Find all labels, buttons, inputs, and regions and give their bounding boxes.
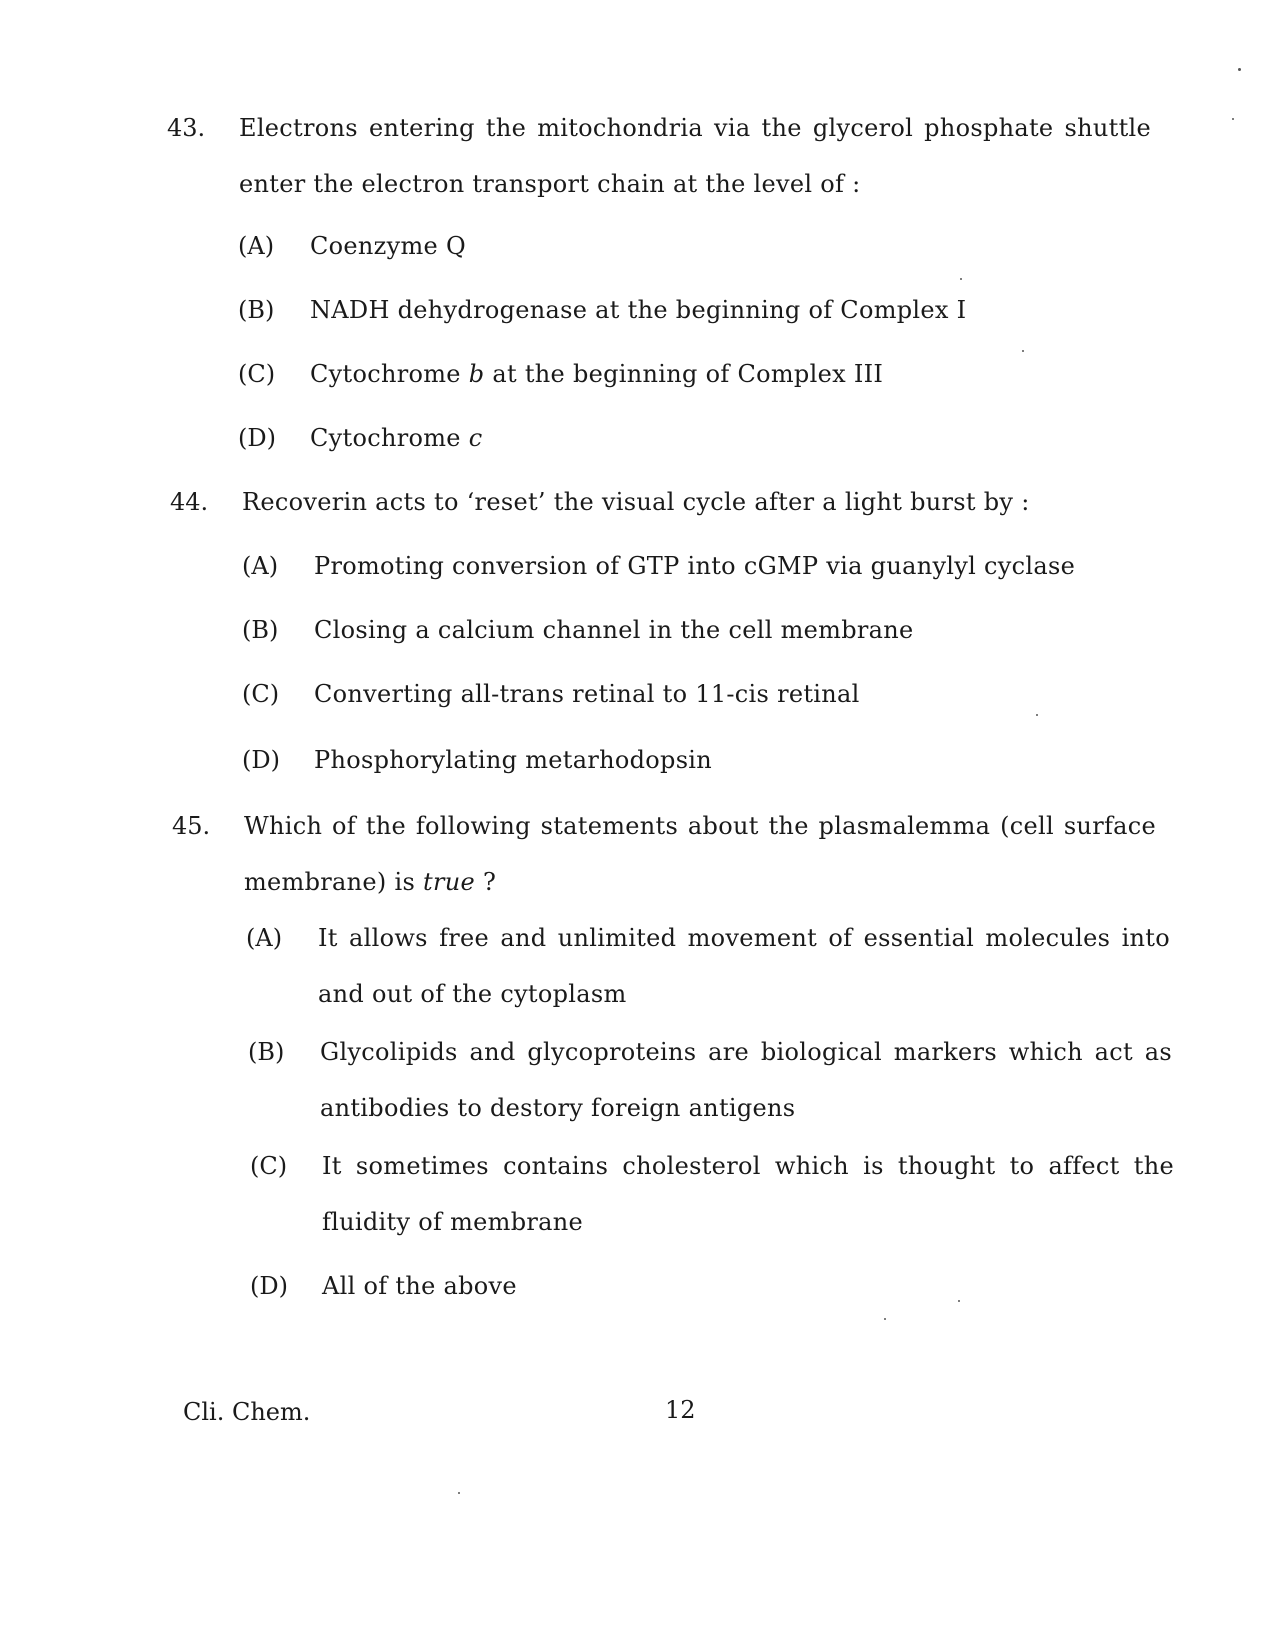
question-text: Electrons entering the mitochondria via the glycerol phosphate shuttle enter the electron transport chain at the level of :: [239, 114, 1151, 198]
scan-speck: [960, 278, 962, 280]
scan-speck: [458, 1492, 460, 1494]
option-text: Converting all-trans retinal to 11-cis retinal: [314, 680, 860, 708]
scan-speck: [1022, 350, 1024, 352]
option-text: Glycolipids and glycoproteins are biological markers which act as antibodies to destory foreign antigens: [320, 1038, 1172, 1122]
option-text: It allows free and unlimited movement of essential molecules into and out of the cytoplasm: [318, 924, 1170, 1008]
option-label: (C): [242, 680, 280, 708]
option-label: (B): [242, 616, 279, 644]
option-label: (B): [238, 296, 275, 324]
option-label: (D): [238, 424, 276, 452]
option-label: (C): [238, 360, 276, 388]
option-label: (A): [238, 232, 275, 260]
option-text: Closing a calcium channel in the cell membrane: [314, 616, 914, 644]
scan-speck: [884, 1318, 886, 1320]
option-text: Cytochrome b at the beginning of Complex III: [310, 360, 884, 388]
scan-speck: [1036, 714, 1038, 716]
option-label: (C): [250, 1152, 288, 1180]
page-number: 12: [665, 1396, 696, 1424]
option-label: (A): [242, 552, 279, 580]
question-45: [172, 798, 1162, 910]
question-text: Recoverin acts to ‘reset’ the visual cycle after a light burst by :: [242, 488, 1030, 516]
question-number: 45.: [172, 812, 211, 840]
footer-subject: Cli. Chem.: [183, 1398, 311, 1426]
question-text: Which of the following statements about the plasmalemma (cell surface membrane) is true ?: [244, 812, 1156, 896]
option-text: NADH dehydrogenase at the beginning of Complex I: [310, 296, 967, 324]
option-label: (A): [246, 924, 283, 952]
question-number: 44.: [170, 488, 209, 516]
option-text: Coenzyme Q: [310, 232, 466, 260]
option-text: Phosphorylating metarhodopsin: [314, 746, 713, 774]
question-44: [170, 474, 1160, 530]
scan-speck: [958, 1300, 960, 1302]
question-number: 43.: [167, 114, 206, 142]
option-text: Cytochrome c: [310, 424, 483, 452]
option-label: (B): [248, 1038, 285, 1066]
question-43: [167, 100, 1157, 212]
option-text: All of the above: [322, 1272, 517, 1300]
option-text: It sometimes contains cholesterol which is thought to affect the fluidity of membrane: [322, 1152, 1174, 1236]
option-label: (D): [242, 746, 280, 774]
option-label: (D): [250, 1272, 288, 1300]
option-text: Promoting conversion of GTP into cGMP via guanylyl cyclase: [314, 552, 1076, 580]
scan-speck: [1238, 68, 1241, 71]
scan-speck: [1232, 118, 1234, 120]
